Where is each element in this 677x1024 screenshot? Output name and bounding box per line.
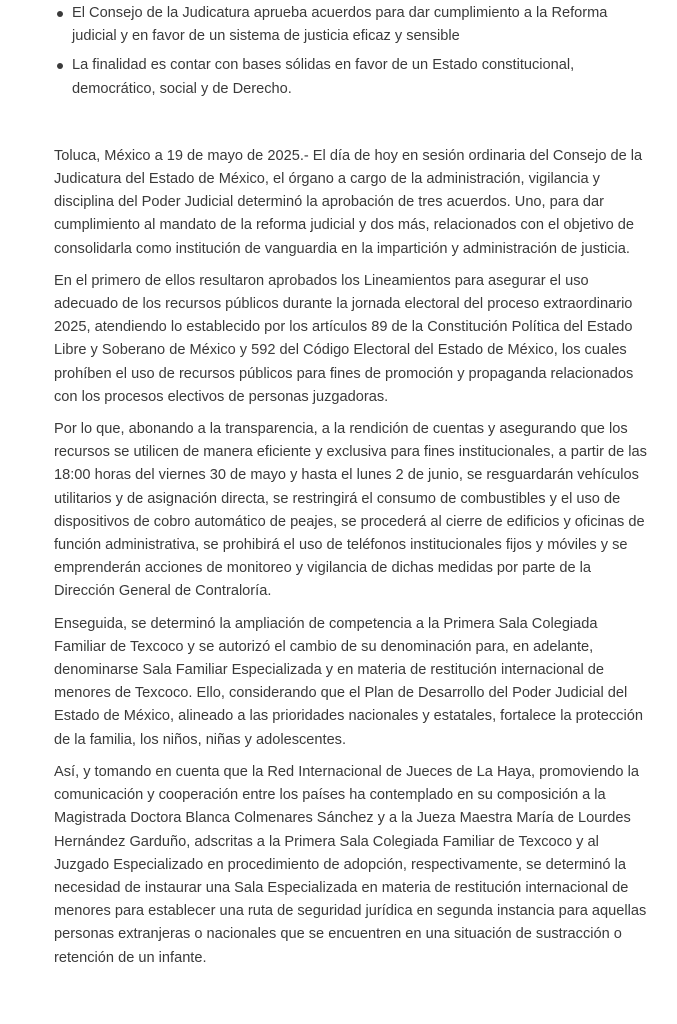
summary-bullet: El Consejo de la Judicatura aprueba acuerdos para dar cumplimiento a la Reforma judicial y en favor de un sistema de justicia eficaz y sensible — [54, 2, 649, 48]
summary-bullet: La finalidad es contar con bases sólidas en favor de un Estado constitucional, democrático, social y de Derecho. — [54, 54, 649, 100]
article-body — [54, 145, 649, 970]
paragraph-intro: Toluca, México a 19 de mayo de 2025.- El día de hoy en sesión ordinaria del Consejo de la Judicatura del Estado de México, el órgano a cargo de la administración, vigilancia y disciplina del Poder Judicial determinó la aprobación de tres acuerdos. Uno, para dar cumplimiento al mandato de la reforma judicial y dos más, relacionados con el objetivo de consolidarla como institución de vanguardia en la impartición y administración de justicia. — [54, 147, 643, 257]
paragraph-medidas: Por lo que, abonando a la transparencia, a la rendición de cuentas y asegurando que los recursos se utilicen de manera eficiente y exclusiva para fines institucionales, a partir de las 18:00 horas del viernes 30 de mayo y hasta el lunes 2 de junio, se resguardarán vehículos utilitarios y de asignación directa, se restringirá el consumo de combustibles y el uso de dispositivos de cobro automático de peajes, se procederá al cierre de edificios y oficinas de función administrativa, se prohibirá el uso de teléfonos institucionales fijos y móviles y se emprenderán acciones de monitoreo y vigilancia de dichas medidas por parte de la Dirección General de Contraloría. — [54, 421, 647, 600]
paragraph-red-internacional: Así, y tomando en cuenta que la Red Internacional de Jueces de La Haya, promoviendo la comunicación y cooperación entre los países ha contemplado en su composición a la Magistrada Doctora Blanca Colmenares Sánchez y a la Jueza Maestra María de Lourdes Hernández Garduño, adscritas a la Primera Sala Colegiada Familiar de Texcoco y al Juzgado Especializado en procedimiento de adopción, respectivamente, se determinó la necesidad de instaurar una Sala Especializada en materia de restitución internacional de menores para establecer una ruta de seguridad jurídica en segunda instancia para aquellas personas extranjeras o nacionales que se encuentren en una situación de sustracción o retención de un infante. — [54, 763, 647, 966]
paragraph-lineamientos: En el primero de ellos resultaron aprobados los Lineamientos para asegurar el uso adecuado de los recursos públicos durante la jornada electoral del proceso extraordinario 2025, atendiendo lo establecido por los artículos 89 de la Constitución Política del Estado Libre y Soberano de México y 592 del Código Electoral del Estado de México, los cuales prohíben el uso de recursos públicos para fines de promoción y propaganda relacionados con los procesos electivos de personas juzgadoras. — [54, 272, 634, 405]
paragraph-sala-familiar: Enseguida, se determinó la ampliación de competencia a la Primera Sala Colegiada Familiar de Texcoco y se autorizó el cambio de su denominación para, en adelante, denominarse Sala Familiar Especializada y en materia de restitución internacional de menores de Texcoco. Ello, considerando que el Plan de Desarrollo del Poder Judicial del Estado de México, alineado a las prioridades nacionales y estatales, fortalece la protección de la familia, los niños, niñas y adolescentes. — [54, 615, 643, 748]
section-spacer — [54, 107, 649, 145]
summary-bullets — [54, 0, 649, 101]
